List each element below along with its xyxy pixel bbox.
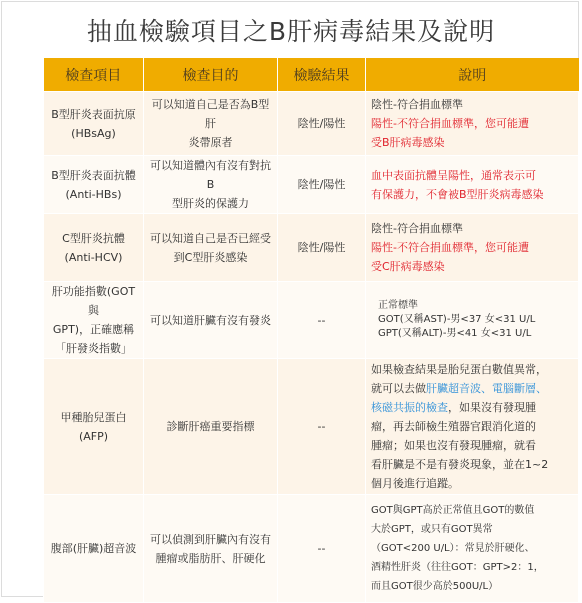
table-row — [44, 92, 579, 156]
item-cell — [44, 359, 144, 495]
item-name: B型肝炎表面抗體 — [51, 168, 136, 182]
result-cell: -- — [278, 495, 366, 603]
description-line — [371, 379, 573, 398]
result-cell: 陰性/陽性 — [278, 156, 366, 214]
purpose-text: 可以知道自己是否已經受 — [150, 231, 271, 245]
description-line: GOT與GPT高於正常值且GOT的數值 — [371, 505, 535, 516]
description-line: 看肝臟是不是有發炎現象，並在1~2 — [371, 458, 549, 471]
purpose-cell — [144, 214, 278, 282]
purpose-text: 可以知道自己是否為B型肝 — [151, 98, 270, 130]
purpose-text: 可以偵測到肝臟內有沒有 — [150, 532, 271, 546]
description-line: 個月後進行追蹤。 — [371, 477, 459, 490]
table-row — [44, 495, 579, 603]
purpose-text: 可以知道體內有沒有對抗B — [150, 159, 271, 191]
purpose-text: 型肝炎的保護力 — [172, 197, 249, 210]
results-table — [43, 58, 579, 603]
item-cell — [44, 156, 144, 214]
description-line: 大於GPT，或只有GOT異常 — [371, 524, 493, 535]
column-header-result: 檢驗結果 — [278, 58, 366, 92]
separator: 、 — [536, 382, 547, 395]
item-cell — [44, 214, 144, 282]
item-cell — [44, 495, 144, 603]
description-line: 正常標準 — [378, 300, 418, 311]
item-abbr: (Anti-HCV) — [64, 250, 123, 264]
description-line: 受C肝病毒感染 — [371, 260, 445, 273]
item-cell — [44, 282, 144, 359]
description-cell — [366, 156, 579, 214]
purpose-cell — [144, 92, 278, 156]
table-row — [44, 214, 579, 282]
purpose-cell — [144, 495, 278, 603]
item-name: 腹部(肝臟)超音波 — [50, 542, 137, 555]
column-header-description: 說明 — [366, 58, 579, 92]
description-cell — [366, 282, 579, 359]
description-line: 腫瘤；如果也沒有發現腫瘤，就看 — [371, 439, 536, 452]
ct-term: 電腦斷層 — [492, 382, 536, 395]
description-line: GPT(又稱ALT)-男<41 女<31 U/L — [378, 328, 532, 339]
column-header-purpose: 檢查目的 — [144, 58, 278, 92]
item-name: 甲種胎兒蛋白 (AFP) — [60, 410, 127, 443]
table-row — [44, 359, 579, 495]
description-line: 陰性-符合捐血標準 — [371, 98, 463, 111]
description-line: 有保護力，不會被B型肝炎病毒感染 — [371, 187, 544, 201]
item-abbr: (Anti-HBs) — [65, 187, 122, 201]
item-name: 肝功能指數(GOT與 — [51, 285, 136, 317]
description-line: 而且GOT很少高於500U/L） — [371, 581, 499, 592]
description-line — [371, 398, 573, 417]
item-cell — [44, 92, 144, 156]
result-cell: -- — [278, 359, 366, 495]
mri-term: 核磁共振的檢查 — [371, 401, 448, 414]
description-text: ，如果沒有發現腫 — [448, 401, 536, 414]
item-name: C型肝炎抗體 — [62, 231, 125, 245]
purpose-text: 腫瘤或脂肪肝、肝硬化 — [155, 551, 266, 565]
description-line: 如果檢查結果是胎兒蛋白數值異常， — [371, 363, 547, 376]
description-line: GOT(又稱AST)-男<37 女<31 U/L — [378, 314, 536, 325]
purpose-text: 可以知道肝臟有沒有發炎 — [150, 313, 271, 327]
table-row — [44, 282, 579, 359]
purpose-cell — [144, 359, 278, 495]
purpose-text: 到C型肝炎感染 — [173, 250, 248, 264]
result-cell: 陰性/陽性 — [278, 92, 366, 156]
purpose-text: 炎帶原者 — [188, 136, 233, 149]
item-name: GPT)，正確應稱 — [52, 323, 135, 336]
page-title: 抽血檢驗項目之B肝病毒結果及說明 — [86, 17, 496, 46]
description-cell — [366, 92, 579, 156]
description-cell — [366, 495, 579, 603]
item-name: 「肝發炎指數」 — [55, 342, 132, 355]
result-cell: 陰性/陽性 — [278, 214, 366, 282]
description-line: 受B肝病毒感染 — [371, 136, 445, 149]
description-text: 就可以去做 — [371, 382, 426, 395]
table-row — [44, 156, 579, 214]
item-abbr: (HBsAg) — [71, 126, 116, 140]
description-line: 陽性-不符合捐血標準，您可能遭 — [371, 117, 529, 130]
column-header-item: 檢查項目 — [44, 58, 144, 92]
purpose-cell — [144, 282, 278, 359]
description-line: 血中表面抗體呈陽性，通常表示可 — [371, 168, 536, 182]
item-name: B型肝炎表面抗原 — [51, 107, 136, 121]
description-line: （GOT<200 U/L）：常見於肝硬化、 — [371, 543, 535, 554]
description-cell — [366, 214, 579, 282]
description-line: 陰性-符合捐血標準 — [371, 222, 463, 235]
purpose-cell — [144, 156, 278, 214]
separator: 、 — [481, 382, 492, 395]
description-line: 酒精性肝炎（往往GOT：GPT>2：1， — [371, 562, 544, 573]
table-header-row — [44, 58, 579, 92]
result-cell: -- — [278, 282, 366, 359]
description-cell — [366, 359, 579, 495]
description-line: 陽性-不符合捐血標準，您可能遭 — [371, 241, 529, 254]
description-line: 瘤，再去師檢生殖器官跟消化道的 — [371, 420, 536, 433]
ultrasound-term: 肝臟超音波 — [426, 382, 481, 395]
purpose-text: 診斷肝癌重要指標 — [166, 420, 255, 433]
